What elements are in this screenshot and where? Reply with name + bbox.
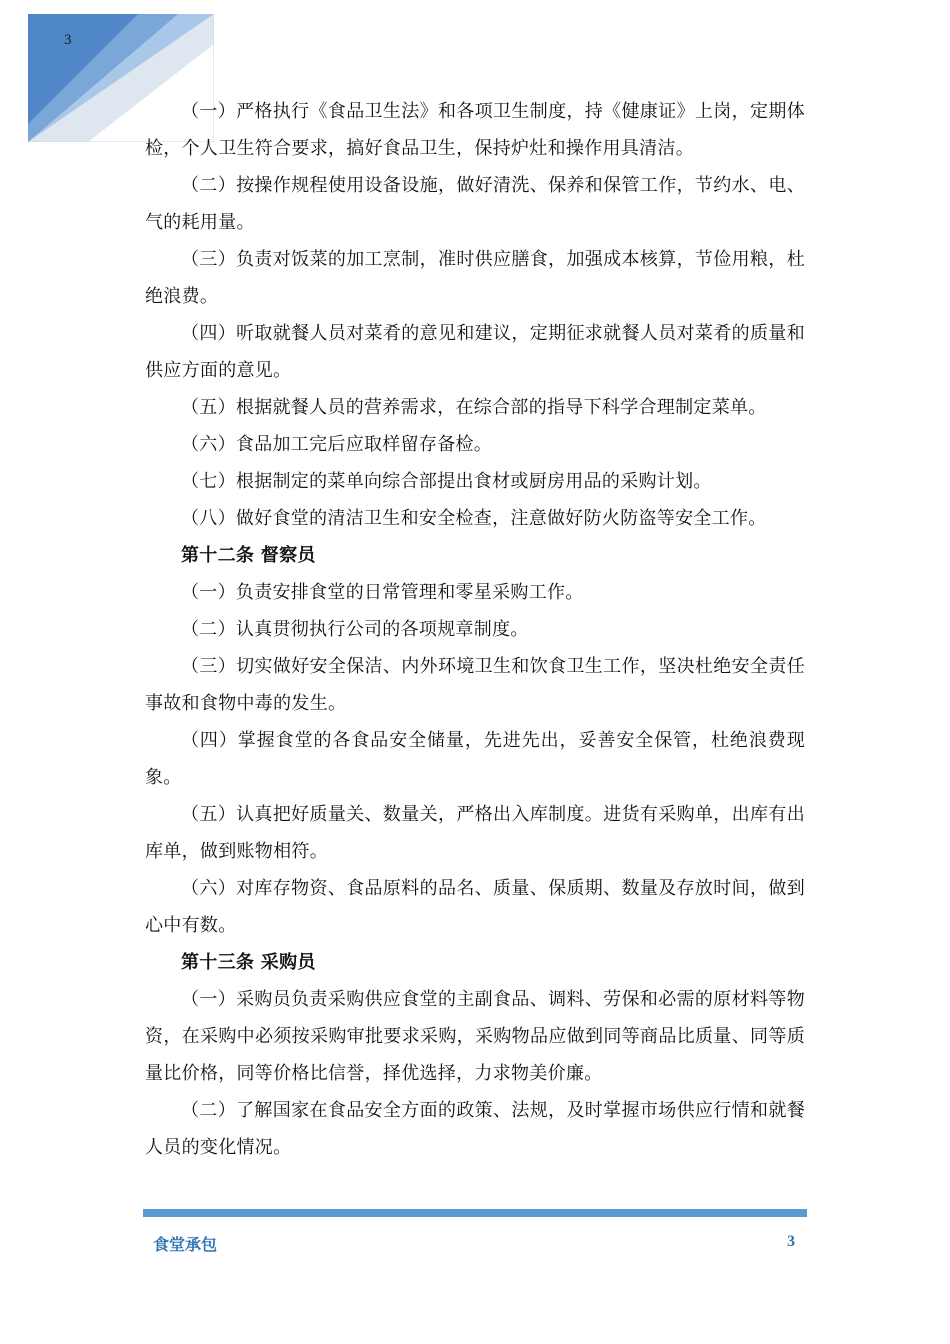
corner-page-number: 3 xyxy=(64,32,72,48)
paragraph: （二）了解国家在食品安全方面的政策、法规，及时掌握市场供应行情和就餐人员的变化情况。 xyxy=(145,1100,805,1158)
paragraph: （七）根据制定的菜单向综合部提出食材或厨房用品的采购计划。 xyxy=(181,471,712,492)
section-heading: 第十二条 督察员 xyxy=(181,545,316,566)
paragraph: （三）负责对饭菜的加工烹制，准时供应膳食，加强成本核算，节俭用粮，杜绝浪费。 xyxy=(145,249,805,307)
paragraph: （一）严格执行《食品卫生法》和各项卫生制度，持《健康证》上岗，定期体检，个人卫生符合要求，搞好食品卫生，保持炉灶和操作用具清洁。 xyxy=(145,101,805,159)
paragraph: （六）对库存物资、食品原料的品名、质量、保质期、数量及存放时间，做到心中有数。 xyxy=(145,878,805,936)
footer-rule xyxy=(143,1209,807,1217)
paragraph: （五）根据就餐人员的营养需求，在综合部的指导下科学合理制定菜单。 xyxy=(181,397,767,418)
paragraph: （六）食品加工完后应取样留存备检。 xyxy=(181,434,493,455)
paragraph: （八）做好食堂的清洁卫生和安全检查，注意做好防火防盗等安全工作。 xyxy=(181,508,767,529)
paragraph: （二）认真贯彻执行公司的各项规章制度。 xyxy=(181,619,529,640)
paragraph: （一）采购员负责采购供应食堂的主副食品、调料、劳保和必需的原材料等物资，在采购中必须按采购审批要求采购，采购物品应做到同等商品比质量、同等质量比价格，同等价格比信誉，择优选择，力求物美价廉。 xyxy=(145,989,805,1084)
footer-title: 食堂承包 xyxy=(153,1235,218,1254)
paragraph: （四）掌握食堂的各食品安全储量，先进先出，妥善安全保管，杜绝浪费现象。 xyxy=(145,730,805,788)
paragraph: （二）按操作规程使用设备设施，做好清洗、保养和保管工作，节约水、电、气的耗用量。 xyxy=(145,175,805,233)
section-heading: 第十三条 采购员 xyxy=(181,952,316,973)
paragraph: （五）认真把好质量关、数量关，严格出入库制度。进货有采购单，出库有出库单，做到账物相符。 xyxy=(145,804,805,862)
footer-page-number: 3 xyxy=(787,1233,795,1250)
paragraph: （三）切实做好安全保洁、内外环境卫生和饮食卫生工作，坚决杜绝安全责任事故和食物中毒的发生。 xyxy=(145,656,805,714)
paragraph: （一）负责安排食堂的日常管理和零星采购工作。 xyxy=(181,582,584,603)
paragraph: （四）听取就餐人员对菜肴的意见和建议，定期征求就餐人员对菜肴的质量和供应方面的意见。 xyxy=(145,323,805,381)
document-body xyxy=(145,93,805,1166)
